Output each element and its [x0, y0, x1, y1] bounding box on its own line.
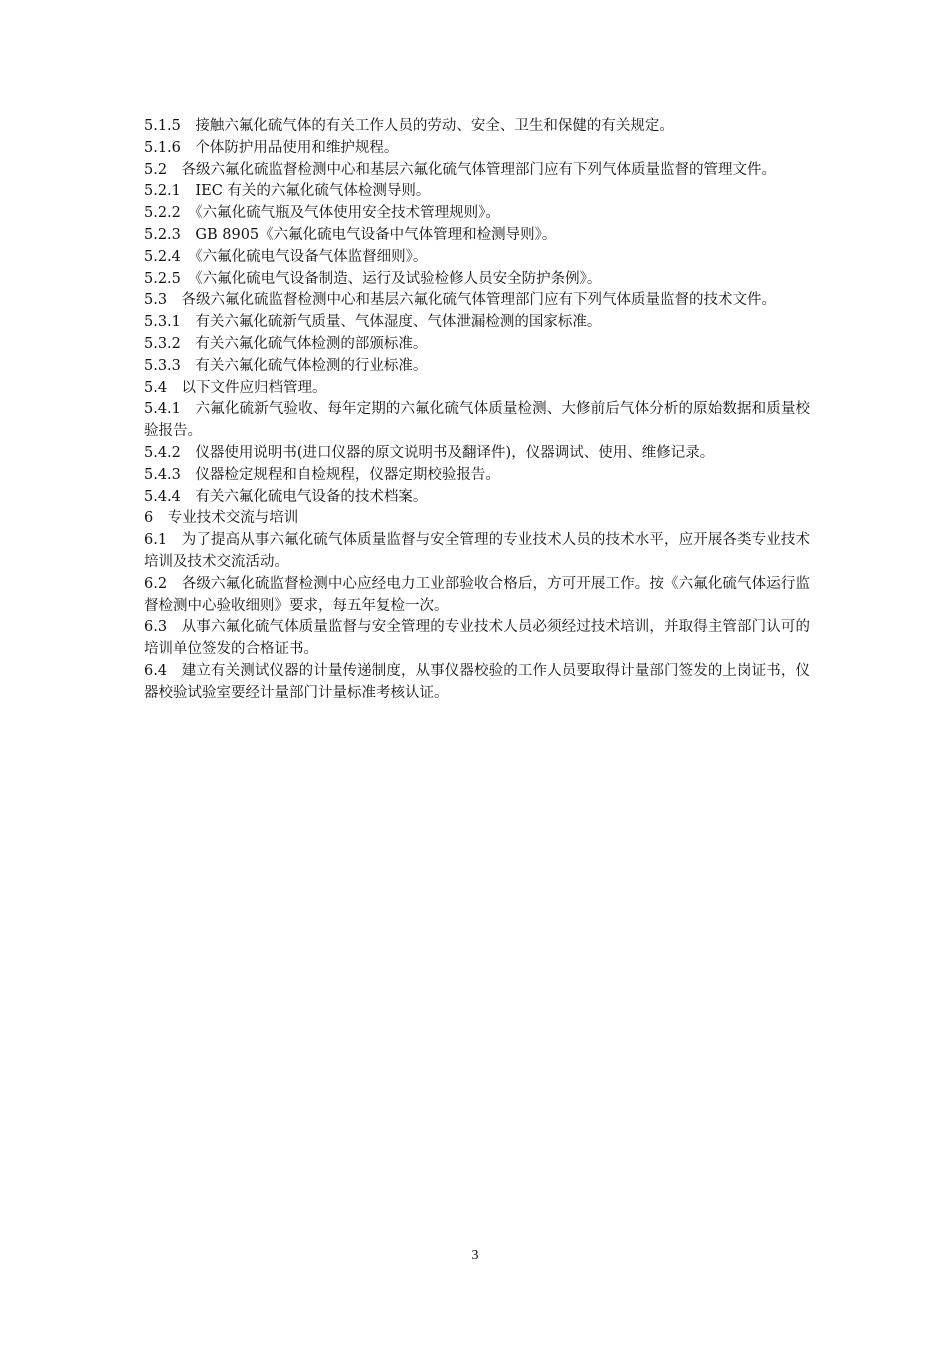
paragraph-5-1-6: 5.1.6 个体防护用品使用和维护规程。: [144, 139, 399, 156]
paragraph-5-4-2: 5.4.2 仪器使用说明书(进口仪器的原文说明书及翻译件)，仪器调试、使用、维修记录。: [144, 444, 715, 461]
paragraph-5-2-1: 5.2.1 IEC 有关的六氟化硫气体检测导则。: [144, 183, 431, 200]
paragraph-6-3: 6.3 从事六氟化硫气体质量监督与安全管理的专业技术人员必须经过技术培训，并取得主管部门认可的培训单位签发的合格证书。: [144, 619, 810, 658]
paragraph-5-4-4: 5.4.4 有关六氟化硫电气设备的技术档案。: [144, 488, 428, 505]
paragraph-6-2: 6.2 各级六氟化硫监督检测中心应经电力工业部验收合格后，方可开展工作。按《六氟化硫气体运行监督检测中心验收细则》要求，每五年复检一次。: [144, 575, 810, 614]
paragraph-5-2-5: 5.2.5 《六氟化硫电气设备制造、运行及试验检修人员安全防护条例》。: [144, 270, 602, 287]
paragraph-5-1-5: 5.1.5 接触六氟化硫气体的有关工作人员的劳动、安全、卫生和保健的有关规定。: [144, 118, 674, 134]
paragraph-5-4-3: 5.4.3 仪器检定规程和自检规程，仪器定期校验报告。: [144, 466, 500, 483]
paragraph-5-2-4: 5.2.4 《六氟化硫电气设备气体监督细则》。: [144, 248, 428, 265]
paragraph-5-2-2: 5.2.2 《六氟化硫气瓶及气体使用安全技术管理规则》。: [144, 205, 500, 222]
page-number: 3: [471, 1248, 479, 1263]
paragraph-5-4-1: 5.4.1 六氟化硫新气验收、每年定期的六氟化硫气体质量检测、大修前后气体分析的原始数据和质量校验报告。: [144, 401, 810, 440]
paragraph-6-4: 6.4 建立有关测试仪器的计量传递制度，从事仪器校验的工作人员要取得计量部门签发的上岗证书，仪器校验试验室要经计量部门计量标准考核认证。: [144, 662, 810, 701]
paragraph-5-3-2: 5.3.2 有关六氟化硫气体检测的部颁标准。: [144, 335, 428, 352]
paragraph-5-2-3: 5.2.3 GB 8905《六氟化硫电气设备中气体管理和检测导则》。: [144, 226, 557, 243]
document-body: [144, 116, 810, 705]
paragraph-5-4: 5.4 以下文件应归档管理。: [144, 379, 327, 396]
paragraph-5-3: 5.3 各级六氟化硫监督检测中心和基层六氟化硫气体管理部门应有下列气体质量监督的技术文件。: [144, 292, 777, 309]
paragraph-5-3-1: 5.3.1 有关六氟化硫新气质量、气体湿度、气体泄漏检测的国家标准。: [144, 314, 602, 331]
paragraph-5-3-3: 5.3.3 有关六氟化硫气体检测的行业标准。: [144, 357, 428, 374]
paragraph-6-1: 6.1 为了提高从事六氟化硫气体质量监督与安全管理的专业技术人员的技术水平，应开展各类专业技术培训及技术交流活动。: [144, 532, 810, 570]
section-heading-6: 6 专业技术交流与培训: [144, 510, 299, 527]
paragraph-5-2: 5.2 各级六氟化硫监督检测中心和基层六氟化硫气体管理部门应有下列气体质量监督的管理文件。: [144, 161, 777, 178]
